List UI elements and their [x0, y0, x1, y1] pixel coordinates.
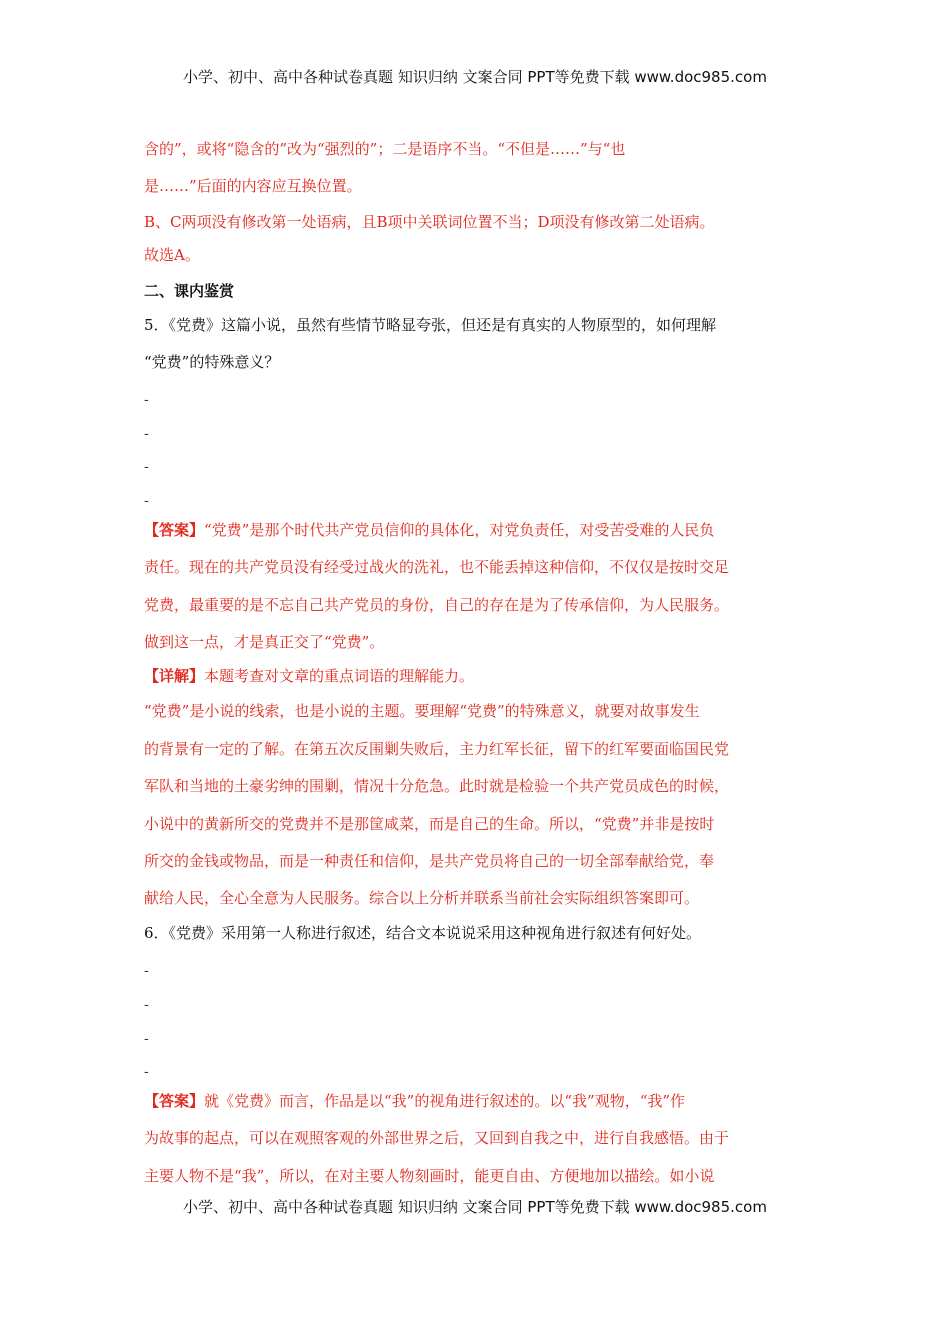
answer-text: “党费”是那个时代共产党员信仰的具体化，对党负责任，对受苦受难的人民负: [204, 521, 715, 539]
detail-tag: 【详解】: [144, 667, 205, 685]
q5-answer-line: 做到这一点，才是真正交了“党费”。: [144, 633, 385, 651]
prev-answer-line: 是……”后面的内容应互换位置。: [144, 177, 362, 195]
answer-blank: -: [144, 963, 149, 979]
answer-text: 就《党费》而言，作品是以“我”的视角进行叙述的。以“我”观物，“我”作: [204, 1092, 686, 1110]
question-5-line: 5．《党费》这篇小说，虽然有些情节略显夸张，但还是有真实的人物原型的，如何理解: [144, 316, 717, 334]
answer-blank: -: [144, 426, 149, 442]
q5-answer-line: 责任。现在的共产党员没有经受过战火的洗礼，也不能丢掉这种信仰，不仅仅是按时交足: [144, 558, 730, 576]
prev-answer-line: B、C两项没有修改第一处语病，且B项中关联词位置不当；D项没有修改第二处语病。: [144, 213, 715, 231]
answer-blank: -: [144, 1031, 149, 1047]
question-5-line: “党费”的特殊意义？: [144, 353, 280, 371]
answer-blank: -: [144, 997, 149, 1013]
answer-tag: 【答案】: [144, 1092, 205, 1110]
page-header: 小学、初中、高中各种试卷真题 知识归纳 文案合同 PPT等免费下载 www.doc985.com: [183, 68, 767, 86]
section-title: 二、课内鉴赏: [144, 282, 235, 300]
prev-answer-line: 故选A。: [144, 246, 200, 264]
answer-blank: -: [144, 459, 149, 475]
q5-detail-line: “党费”是小说的线索，也是小说的主题。要理解“党费”的特殊意义，就要对故事发生: [144, 702, 700, 720]
q6-answer-line: [144, 1091, 814, 1111]
q5-detail-line: 献给人民，全心全意为人民服务。综合以上分析并联系当前社会实际组织答案即可。: [144, 889, 700, 907]
q5-detail-line: 军队和当地的土豪劣绅的围剿，情况十分危急。此时就是检验一个共产党员成色的时候，: [144, 777, 730, 795]
answer-blank: -: [144, 493, 149, 509]
q5-detail-line: 的背景有一定的了解。在第五次反围剿失败后，主力红军长征，留下的红军要面临国民党: [144, 740, 730, 758]
q5-detail-line: 所交的金钱或物品，而是一种责任和信仰，是共产党员将自己的一切全部奉献给党，奉: [144, 852, 715, 870]
q5-answer-line: [144, 520, 814, 540]
question-6-line: 6．《党费》采用第一人称进行叙述，结合文本说说采用这种视角进行叙述有何好处。: [144, 924, 702, 942]
q5-detail-line: [144, 666, 814, 686]
q5-detail-line: 小说中的黄新所交的党费并不是那筐咸菜，而是自己的生命。所以，“党费”并非是按时: [144, 815, 715, 833]
answer-blank: -: [144, 392, 149, 408]
q6-answer-line: 主要人物不是“我”，所以，在对主要人物刻画时，能更自由、方便地加以描绘。如小说: [144, 1167, 715, 1185]
q5-answer-line: 党费，最重要的是不忘自己共产党员的身份，自己的存在是为了传承信仰，为人民服务。: [144, 596, 730, 614]
page-footer: 小学、初中、高中各种试卷真题 知识归纳 文案合同 PPT等免费下载 www.doc985.com: [183, 1198, 767, 1216]
q6-answer-line: 为故事的起点，可以在观照客观的外部世界之后，又回到自我之中，进行自我感悟。由于: [144, 1129, 730, 1147]
detail-text: 本题考查对文章的重点词语的理解能力。: [204, 667, 475, 685]
prev-answer-line: 含的”，或将“隐含的”改为“强烈的”；二是语序不当。“不但是……”与“也: [144, 140, 626, 158]
answer-tag: 【答案】: [144, 521, 205, 539]
answer-blank: -: [144, 1064, 149, 1080]
